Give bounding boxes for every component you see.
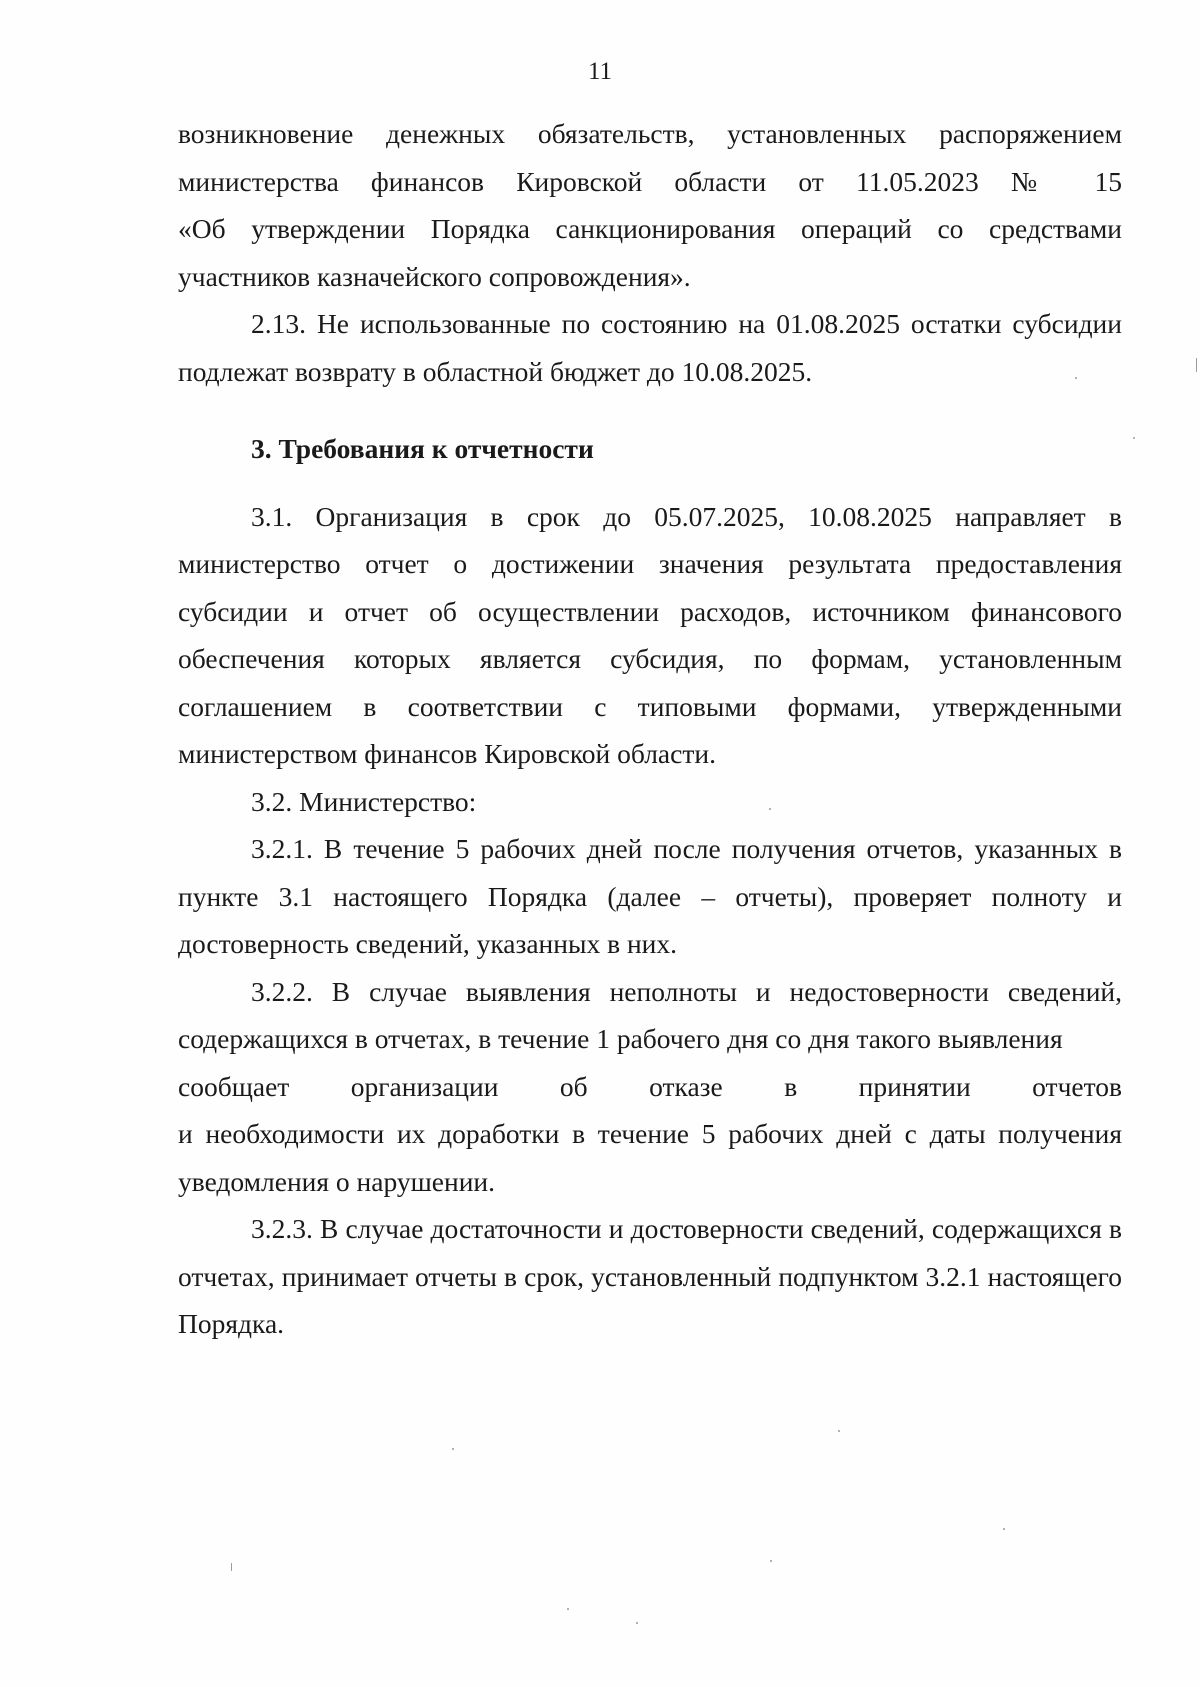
scan-speck [1003,1528,1005,1530]
scan-speck [1075,377,1077,379]
scan-speck [838,1430,840,1432]
paragraph-continuation [178,110,1122,300]
scan-speck [567,1608,569,1610]
paragraph-text: 3.2.2. В случае выявления неполноты и недостоверности сведений, содержащихся в отчетах, в течение 1 рабочего дня со дня такого выявления [178,975,1122,1054]
paragraph-text: «Об утверждении Порядка санкционирования операций со средствами участников казначейского сопровождения». [178,213,1122,292]
paragraph-3-2-3: 3.2.3. В случае достаточности и достоверности сведений, содержащихся в отчетах, принимает отчеты в срок, установленный подпунктом 3.2.1 настоящего Порядка. [178,1213,1122,1339]
scan-speck [1196,358,1197,372]
section-heading: 3. Требования к отчетности [251,433,594,464]
scan-speck [231,1563,232,1571]
scan-speck [1133,437,1135,439]
paragraph-line: сообщает организации об отказе в принятии отчетов [178,1070,1122,1102]
paragraph-3-2: 3.2. Министерство: [251,785,477,817]
paragraph-3-2-1: 3.2.1. В течение 5 рабочих дней после получения отчетов, указанных в пункте 3.1 настоящего Порядка (далее – отчеты), проверяет полноту и достоверность сведений, указанных в них. [178,833,1122,959]
paragraph-3-1: 3.1. Организация в срок до 05.07.2025, 10.08.2025 направляет в министерство отчет о достижении значения результата предоставления субсидии и отчет об осуществлении расходов, источником финансового обеспечения которых является субсидия, по формам, установленным соглашением в соответствии с типовыми формами, утвержденными министерством финансов Кировской области. [178,500,1122,769]
scan-speck [769,808,771,810]
paragraph-line: возникновение денежных обязательств, установленных распоряжением [178,118,1122,149]
paragraph-text: и необходимости их доработки в течение 5 рабочих дней с даты получения уведомления о нарушении. [178,1118,1122,1197]
page-number: 11 [587,58,613,85]
document-body [178,110,1122,1348]
paragraph-3-2-2 [178,968,1122,1206]
paragraph-2-13: 2.13. Не использованные по состоянию на 01.08.2025 остатки субсидии подлежат возврату в областной бюджет до 10.08.2025. [178,308,1122,387]
scan-speck [452,1448,454,1450]
paragraph-line: министерства финансов Кировской области от 11.05.2023 № 15 [178,165,1122,197]
scan-speck [770,1560,772,1562]
scan-speck [636,1622,638,1624]
